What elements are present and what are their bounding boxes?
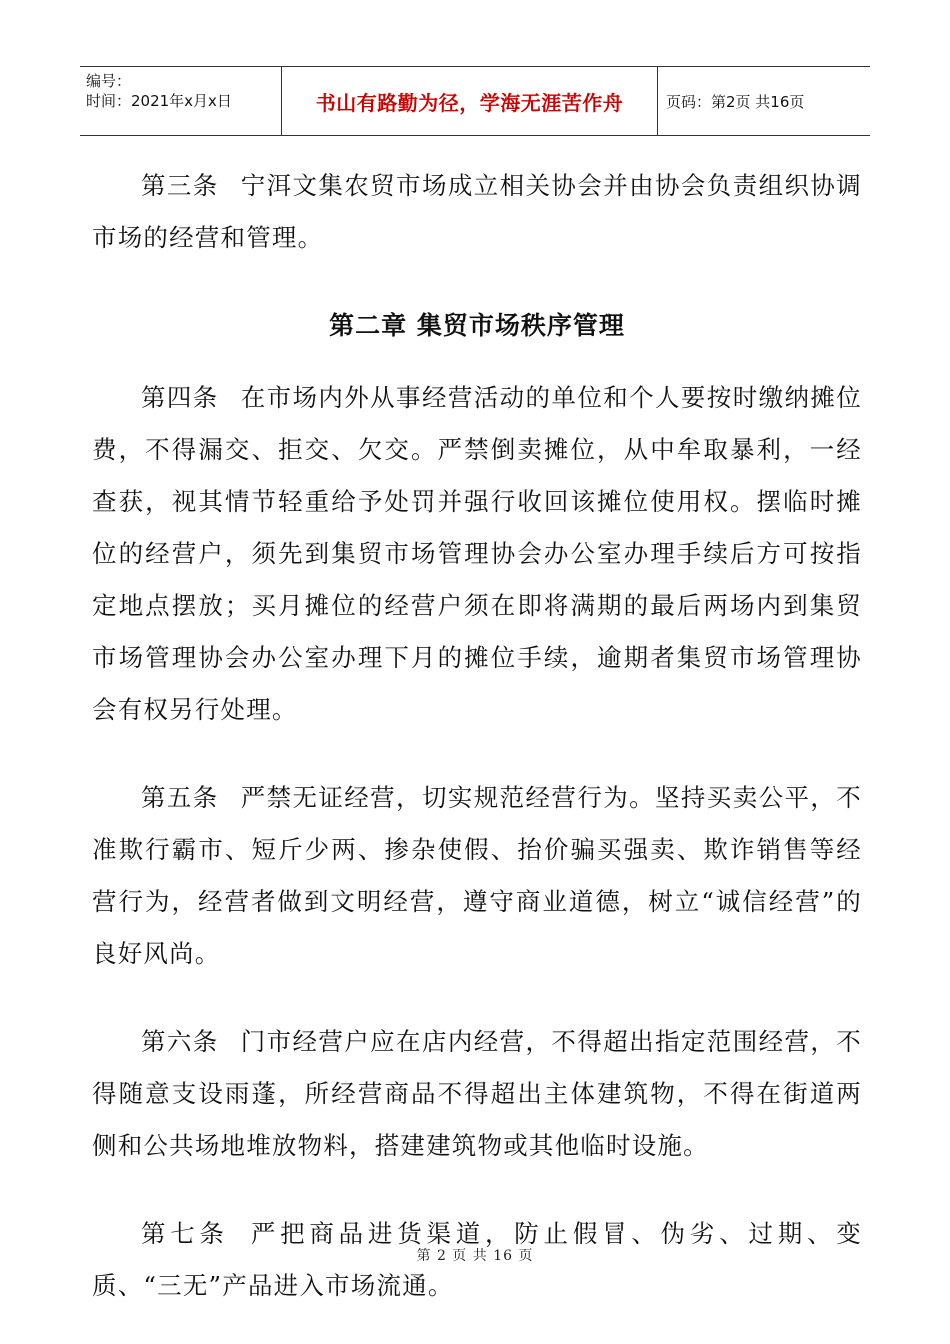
- chapter-title: 第二章 集贸市场秩序管理: [329, 311, 625, 340]
- article-5: [92, 772, 862, 980]
- article-number: 第七条: [141, 1219, 229, 1248]
- page-footer: 第 2 页 共 16 页: [416, 1248, 534, 1264]
- doc-time-label: 时间：2021年x月x日: [86, 92, 232, 110]
- article-text: 宁洱文集农贸市场成立相关协会并由协会负责组织协调市场的经营和管理。: [92, 171, 862, 252]
- article-text: 严禁无证经营，切实规范经营行为。坚持买卖公平，不准欺行霸市、短斤少两、掺杂使假、抬价骗买强卖、欺诈销售等经营行为，经营者做到文明经营，遵守商业道德，树立“诚信经营”的良好风尚。: [92, 783, 862, 968]
- header-page-label: 页码：第2页 共16页: [666, 92, 805, 111]
- article-text: 门市经营户应在店内经营，不得超出指定范围经营，不得随意支设雨蓬，所经营商品不得超出主体建筑物，不得在街道两侧和公共场地堆放物料，搭建建筑物或其他临时设施。: [92, 1027, 862, 1160]
- article-number: 第五条: [141, 783, 219, 812]
- article-number: 第六条: [141, 1027, 219, 1056]
- article-4: [92, 372, 862, 736]
- document-body: [92, 160, 862, 1312]
- header-motto: 书山有路勤为径，学海无涯苦作舟: [282, 67, 658, 135]
- article-number: 第三条: [141, 171, 219, 200]
- article-text: 在市场内外从事经营活动的单位和个人要按时缴纳摊位费，不得漏交、拒交、欠交。严禁倒卖摊位，从中牟取暴利，一经查获，视其情节轻重给予处罚并强行收回该摊位使用权。摆临时摊位的经营户，须先到集贸市场管理协会办公室办理手续后方可按指定地点摆放；买月摊位的经营户须在即将满期的最后两场内到集贸市场管理协会办公室办理下月的摊位手续，逾期者集贸市场管理协会有权另行处理。: [92, 383, 862, 724]
- header-meta: [80, 67, 282, 135]
- article-3: [92, 160, 862, 264]
- article-6: [92, 1016, 862, 1172]
- article-text: 严把商品进货渠道，防止假冒、伪劣、过期、变质、“三无”产品进入市场流通。: [92, 1219, 862, 1300]
- article-number: 第四条: [141, 383, 219, 412]
- doc-number-label: 编号：: [86, 72, 132, 90]
- document-header: [80, 66, 870, 136]
